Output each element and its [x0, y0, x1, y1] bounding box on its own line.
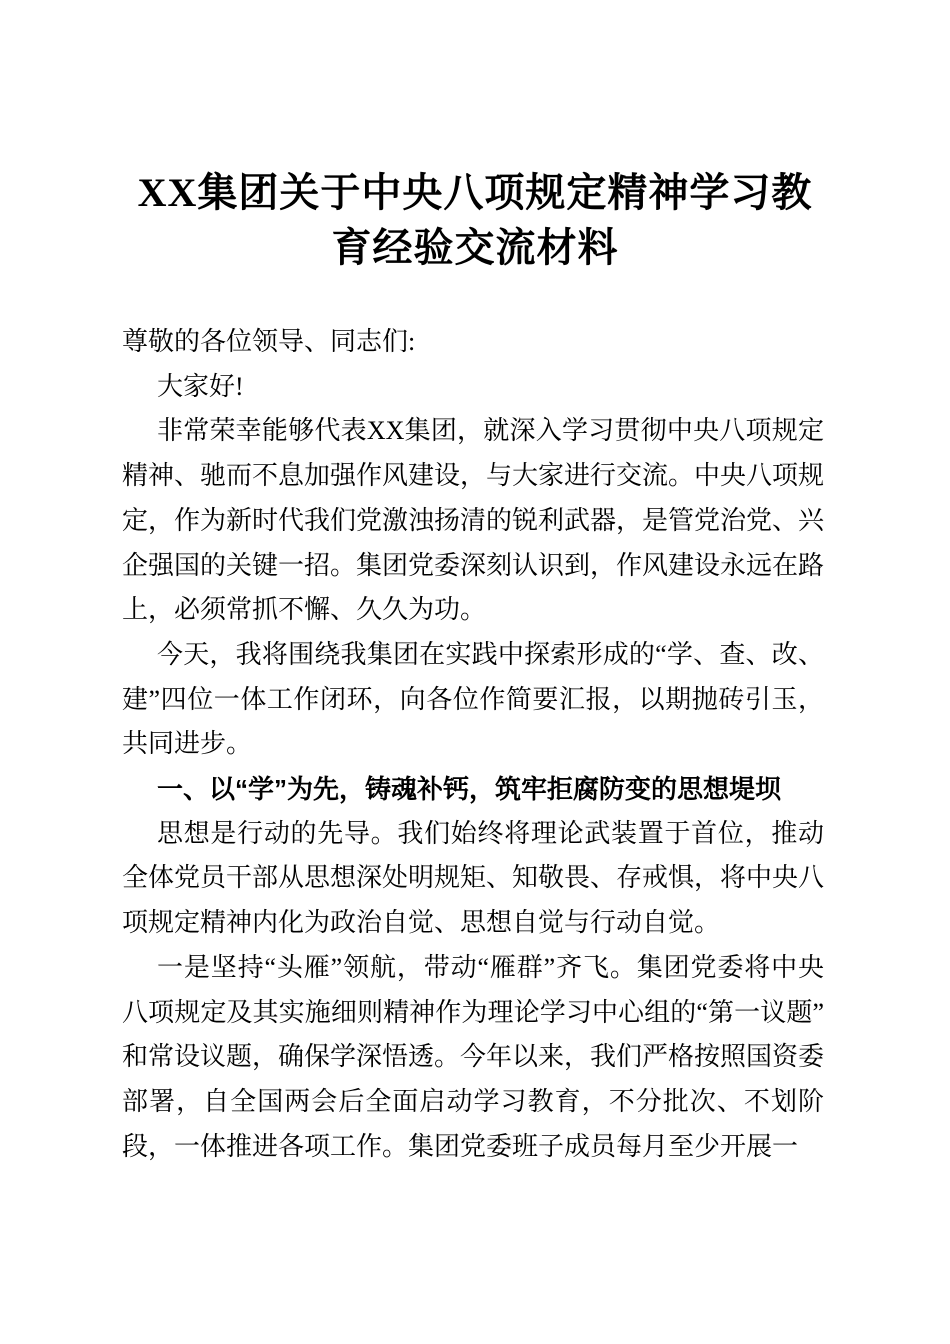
body-paragraph: 非常荣幸能够代表XX集团，就深入学习贯彻中央八项规定精神、驰而不息加强作风建设，与大家进行交流。中央八项规定，作为新时代我们党激浊扬清的锐利武器，是管党治党、兴企强国的关键一招。集团党委深刻认识到，作风建设永远在路上，必须常抓不懈、久久为功。 [122, 416, 825, 625]
document-body [122, 320, 824, 1169]
body-paragraph: 思想是行动的先导。我们始终将理论武装置于首位，推动全体党员干部从思想深处明规矩、知敬畏、存戒惧，将中央八项规定精神内化为政治自觉、思想自觉与行动自觉。 [122, 818, 825, 938]
body-paragraph: 今天，我将围绕我集团在实践中探索形成的“学、查、改、建”四位一体工作闭环，向各位作简要汇报，以期抛砖引玉，共同进步。 [122, 639, 824, 759]
salutation-line: 尊敬的各位领导、同志们: [122, 327, 416, 356]
section-heading: 一、以“学”为先，铸魂补钙，筑牢拒腐防变的思想堤坝 [157, 774, 782, 805]
body-paragraph: 大家好! [157, 371, 244, 401]
body-paragraph: 一是坚持“头雁”领航，带动“雁群”齐飞。集团党委将中央八项规定及其实施细则精神作为理论学习中心组的“第一议题”和常设议题，确保学深悟透。今年以来，我们严格按照国资委部署，自全国两会后全面启动学习教育，不分批次、不划阶段，一体推进各项工作。集团党委班子成员每月至少开展一 [122, 952, 825, 1161]
document-title: XX集团关于中央八项规定精神学习教育经验交流材料 [137, 170, 813, 270]
